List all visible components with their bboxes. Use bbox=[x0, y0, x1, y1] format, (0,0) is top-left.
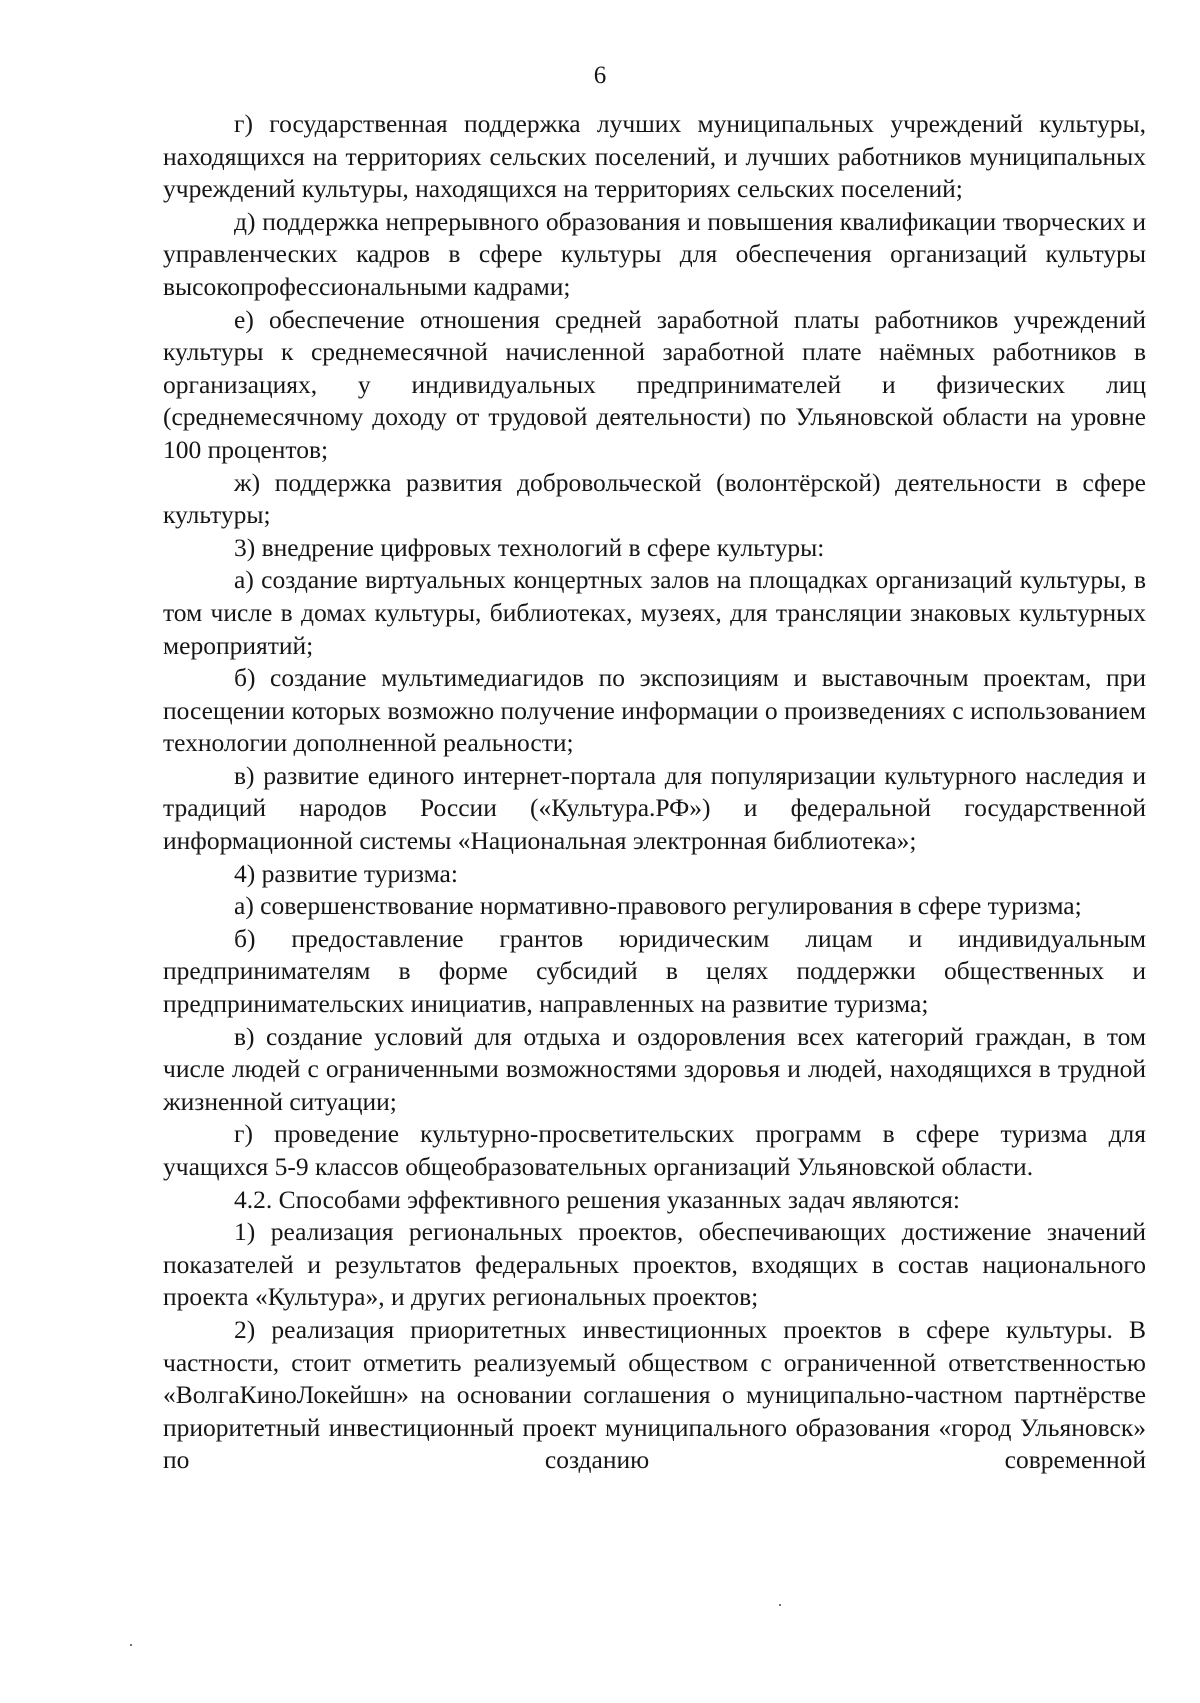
paragraph-section-item: 4) развитие туризма: bbox=[234, 858, 458, 888]
paragraph-section-item: 3) внедрение цифровых технологий в сфере культуры: bbox=[234, 532, 825, 562]
paragraph-list-item: д) поддержка непрерывного образования и повышения квалификации творческих и управленческих кадров в сфере культуры для обеспечения организаций культуры высокопрофессиональными кадрами; bbox=[163, 206, 1146, 301]
paragraph-list-item: б) создание мультимедиагидов по экспозициям и выставочным проектам, при посещении которых возможно получение информации о произведениях с использованием технологии дополненной реальности; bbox=[163, 663, 1146, 758]
paragraph-list-item: в) создание условий для отдыха и оздоровления всех категорий граждан, в том числе людей с ограниченными возможностями здоровья и людей, находящихся в трудной жизненной ситуации; bbox=[163, 1021, 1146, 1116]
scan-speck bbox=[130, 1644, 132, 1646]
paragraph-list-item: 1) реализация региональных проектов, обеспечивающих достижение значений показателей и результатов федеральных проектов, входящих в состав национального проекта «Культура», и других региональных проектов; bbox=[163, 1217, 1146, 1312]
paragraph-list-item: ж) поддержка развития добровольческой (волонтёрской) деятельности в сфере культуры; bbox=[163, 467, 1146, 530]
page-number: 6 bbox=[593, 62, 607, 89]
paragraph-list-item: в) развитие единого интернет-портала для популяризации культурного наследия и традиций народов России («Культура.РФ») и федеральной государственной информационной системы «Национальная электронная библиотека»; bbox=[163, 760, 1146, 856]
paragraph-list-item: е) обеспечение отношения средней заработной платы работников учреждений культуры к среднемесячной начисленной заработной плате наёмных работников в организациях, у индивидуальных предпринимателей и физических лиц (среднемесячному доходу от трудовой деятельности) по Ульяновской области на уровне 100 процентов; bbox=[163, 304, 1146, 464]
paragraph-list-item: а) совершенствование нормативно-правового регулирования в сфере туризма; bbox=[234, 891, 1082, 921]
scan-speck bbox=[779, 1604, 781, 1606]
paragraph-list-item: а) создание виртуальных концертных залов на площадках организаций культуры, в том числе в домах культуры, библиотеках, музеях, для трансляции знаковых культурных мероприятий; bbox=[163, 565, 1146, 660]
paragraph-list-item: 2) реализация приоритетных инвестиционных проектов в сфере культуры. В частности, стоит отметить реализуемый обществом с ограниченной ответственностью «ВолгаКиноЛокейшн» на основании соглашения о муниципально-частном партнёрстве приоритетный инвестиционный проект муниципального образования «город Ульяновск» по созданию современной bbox=[163, 1314, 1146, 1475]
document-body bbox=[163, 108, 1146, 1477]
paragraph-list-item: б) предоставление грантов юридическим лицам и индивидуальным предпринимателям в форме субсидий в целях поддержки общественных и предпринимательских инициатив, направленных на развитие туризма; bbox=[163, 923, 1146, 1019]
paragraph-list-item: г) государственная поддержка лучших муниципальных учреждений культуры, находящихся на территориях сельских поселений, и лучших работников муниципальных учреждений культуры, находящихся на территориях сельских поселений; bbox=[163, 109, 1146, 204]
paragraph-list-item: г) проведение культурно-просветительских программ в сфере туризма для учащихся 5-9 классов общеобразовательных организаций Ульяновской области. bbox=[163, 1119, 1146, 1181]
paragraph-section-heading: 4.2. Способами эффективного решения указанных задач являются: bbox=[234, 1184, 960, 1214]
